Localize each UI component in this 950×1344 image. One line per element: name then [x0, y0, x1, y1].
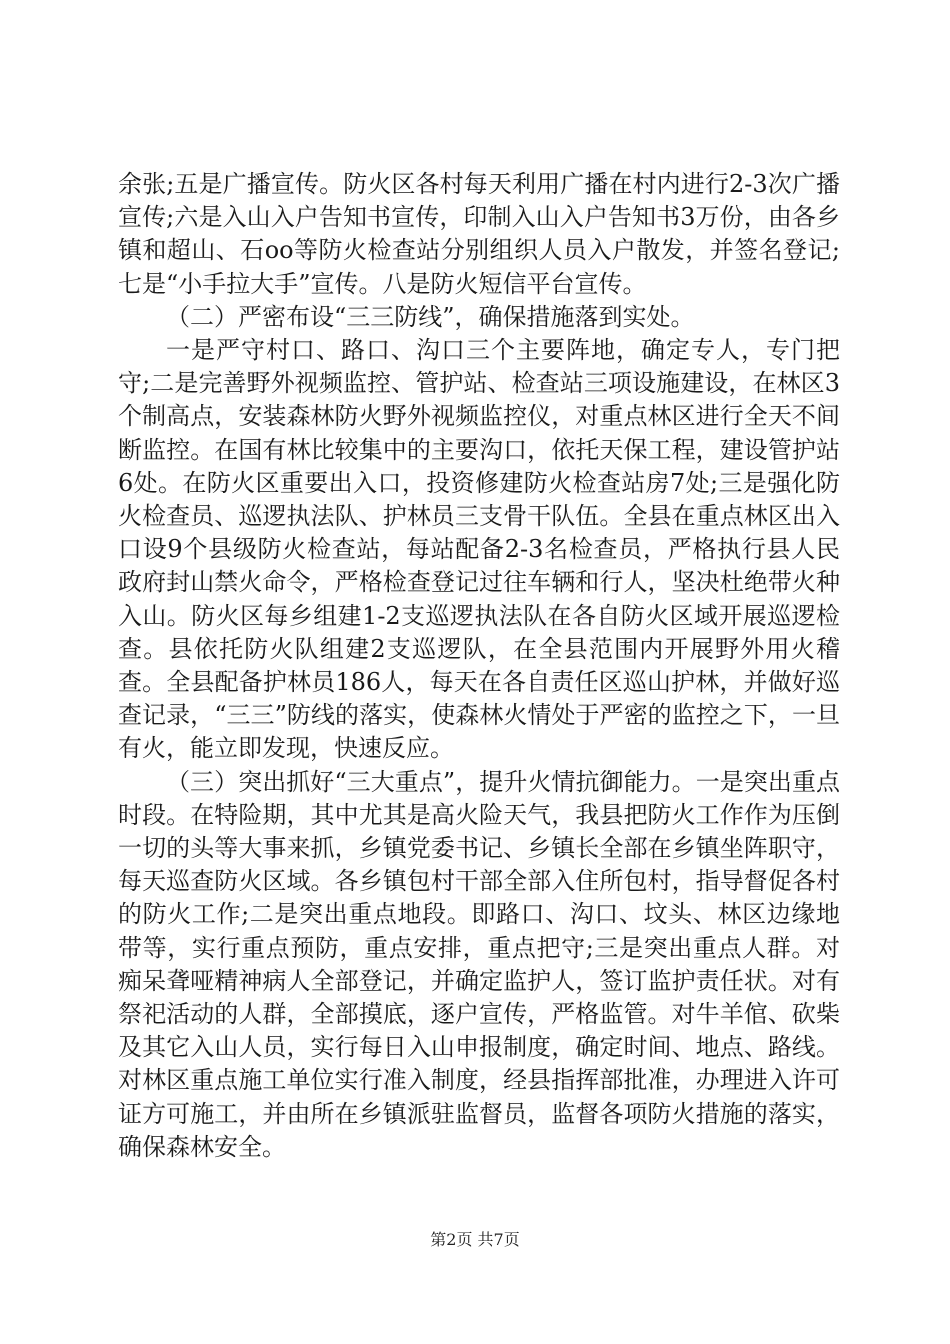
- paragraph-section-3-key-points: （三）突出抓好“三大重点”，提升火情抗御能力。一是突出重点时段。在特险期，其中尤其是高火险天气，我县把防火工作作为压倒一切的头等大事来抓，乡镇党委书记、乡镇长全部在乡镇坐阵职守，每天巡查防火区域。各乡镇包村干部全部入住所包村，指导督促各村的防火工作;二是突出重点地段。即路口、沟口、坟头、林区边缘地带等，实行重点预防，重点安排，重点把守;三是突出重点人群。对痴呆聋哑精神病人全部登记，并确定监护人，签订监护责任状。对有祭祀活动的人群，全部摸底，逐户宣传，严格监管。对牛羊倌、砍柴及其它入山人员，实行每日入山申报制度，确定时间、地点、路线。对林区重点施工单位实行准入制度，经县指挥部批准，办理进入许可证方可施工，并由所在乡镇派驻监督员，监督各项防火措施的落实，确保森林安全。: [118, 767, 840, 1161]
- paragraph-publicity-continued: 余张;五是广播宣传。防火区各村每天利用广播在村内进行2-3次广播宣传;六是入山入户告知书宣传，印制入山入户告知书3万份，由各乡镇和超山、石oo等防火检查站分别组织人员入户散发，并签名登记;七是“小手拉大手”宣传。八是防火短信平台宣传。: [118, 170, 840, 298]
- page-footer: 第2页 共7页: [430, 1230, 520, 1249]
- paragraph-heading-section-2: （二）严密布设“三三防线”，确保措施落到实处。: [166, 302, 695, 331]
- document-body: [118, 168, 840, 1164]
- paragraph-three-defense-lines: 一是严守村口、路口、沟口三个主要阵地，确定专人，专门把守;二是完善野外视频监控、管护站、检查站三项设施建设，在林区3个制高点，安装森林防火野外视频监控仪，对重点林区进行全天不间断监控。在国有林比较集中的主要沟口，依托天保工程，建设管护站6处。在防火区重要出入口，投资修建防火检查站房7处;三是强化防火检查员、巡逻执法队、护林员三支骨干队伍。全县在重点林区出入口设9个县级防火检查站，每站配备2-3名检查员，严格执行县人民政府封山禁火命令，严格检查登记过往车辆和行人，坚决杜绝带火种入山。防火区每乡组建1-2支巡逻执法队在各自防火区域开展巡逻检查。县依托防火队组建2支巡逻队，在全县范围内开展野外用火稽查。全县配备护林员186人，每天在各自责任区巡山护林，并做好巡查记录，“三三”防线的落实，使森林火情处于严密的监控之下，一旦有火，能立即发现，快速反应。: [118, 336, 840, 763]
